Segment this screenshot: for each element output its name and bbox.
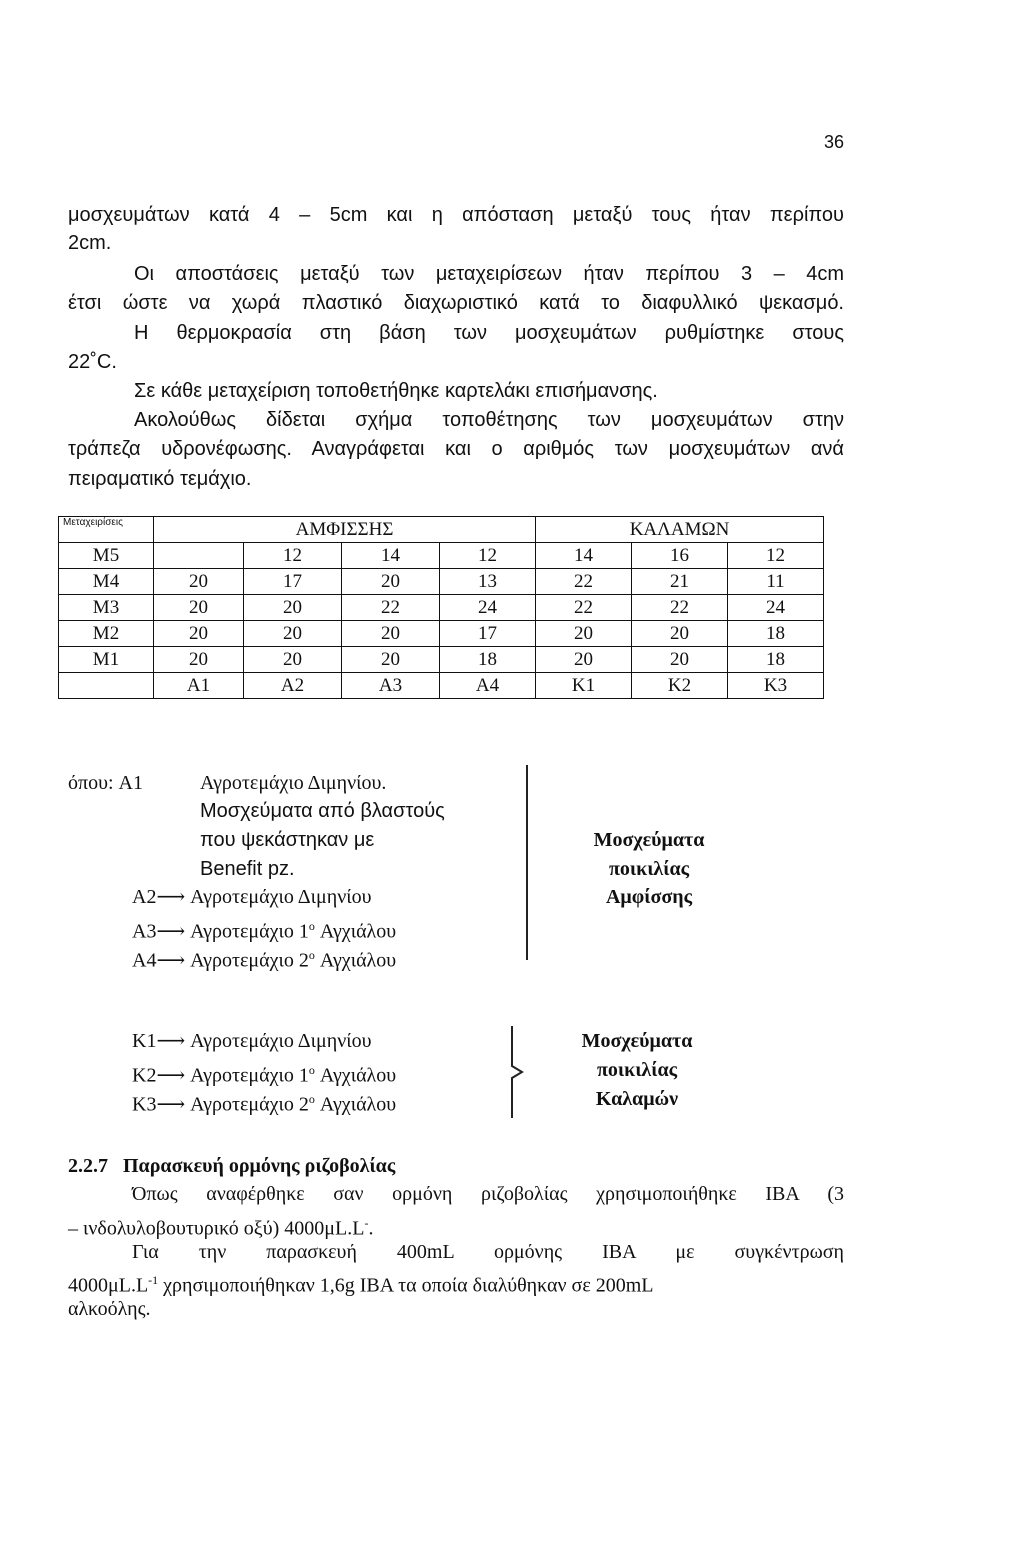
legend-where-label: όπου: A1 <box>68 772 143 794</box>
row-label: M2 <box>59 621 154 647</box>
corner-label: Μεταχειρίσεις <box>59 517 154 543</box>
legend-k3: K3⟶ Αγροτεμάχιο 2$^o$ Αγχιάλου <box>132 1092 397 1116</box>
legend-a1-line-1: Αγροτεμάχιο Διμηνίου. <box>200 772 387 794</box>
paragraph-3-line-2: 22˚C. <box>68 351 117 373</box>
section-p2-line-1: Για την παρασκευή 400mL ορμόνης IBA με συγκέντρωση <box>132 1241 844 1263</box>
table-cell: 12 <box>728 543 824 569</box>
section-p2-line-3: αλκοόλης. <box>68 1298 151 1320</box>
table-cell: 20 <box>244 621 342 647</box>
table-row <box>59 595 824 621</box>
kalamon-brace-icon <box>500 1024 530 1120</box>
page-number: 36 <box>824 132 845 152</box>
section-number: 2.2.7 <box>68 1155 108 1177</box>
row-label: M3 <box>59 595 154 621</box>
table-row <box>59 543 824 569</box>
paragraph-1-line-1: μοσχευμάτων κατά 4 – 5cm και η απόσταση μεταξύ τους ήταν περίπου <box>68 204 844 226</box>
legend-k2: K2⟶ Αγροτεμάχιο 1$^o$ Αγχιάλου <box>132 1063 397 1087</box>
legend-a4: A4⟶ Αγροτεμάχιο 2$^o$ Αγχιάλου <box>132 948 397 972</box>
table-cell: 22 <box>342 595 440 621</box>
table-cell: 11 <box>728 569 824 595</box>
table-cell: 20 <box>536 647 632 673</box>
section-p2-line-2: $4000\mu L.L^{-1}$ χρησιμοποιήθηκαν 1,6g IBA τα οποία διαλύθηκαν σε 200mL <box>68 1273 654 1297</box>
table-cell: 12 <box>440 543 536 569</box>
column-label: A2 <box>244 673 342 699</box>
column-label: A1 <box>154 673 244 699</box>
section-p1-line-2: – ινδολυλοβουτυρικό οξύ) 4000μL.L-. <box>68 1216 374 1240</box>
table-cell: 18 <box>728 647 824 673</box>
table-cell: 20 <box>342 569 440 595</box>
section-p1-line-1: Όπως αναφέρθηκε σαν ορμόνη ριζοβολίας χρησιμοποιήθηκε IBA (3 <box>132 1183 844 1205</box>
table-cell: 20 <box>154 621 244 647</box>
table-cell: 13 <box>440 569 536 595</box>
table-cell: 20 <box>154 595 244 621</box>
table-cell: 18 <box>440 647 536 673</box>
group-header-amfissa: ΑΜΦΙΣΣΗΣ <box>154 517 536 543</box>
paragraph-5-line-1: Ακολούθως δίδεται σχήμα τοποθέτησης των μοσχευμάτων στην <box>134 409 844 431</box>
table-cell: 20 <box>244 647 342 673</box>
paragraph-4: Σε κάθε μεταχείριση τοποθετήθηκε καρτελάκι επισήμανσης. <box>134 380 658 402</box>
table-cell: 17 <box>440 621 536 647</box>
table-cell: 12 <box>244 543 342 569</box>
table-cell: 22 <box>536 569 632 595</box>
table-cell: 22 <box>632 595 728 621</box>
table-cell: 20 <box>632 621 728 647</box>
paragraph-2-line-2: έτσι ώστε να χωρά πλαστικό διαχωριστικό κατά το διαφυλλικό ψεκασμό. <box>68 292 844 314</box>
table-cell: 20 <box>536 621 632 647</box>
group-header-kalamon: ΚΑΛΑΜΩΝ <box>536 517 824 543</box>
row-label: M1 <box>59 647 154 673</box>
amfissa-label-line-3: Αμφίσσης <box>605 886 692 908</box>
paragraph-2-line-1: Οι αποστάσεις μεταξύ των μεταχειρίσεων ήταν περίπου 3 – 4cm <box>134 263 844 285</box>
kalamon-label-line-3: Καλαμών <box>595 1088 679 1110</box>
table-cell: 21 <box>632 569 728 595</box>
table-cell: 14 <box>342 543 440 569</box>
legend-a1-line-2: Μοσχεύματα από βλαστούς <box>200 800 445 822</box>
legend-k1: K1⟶ Αγροτεμάχιο Διμηνίου <box>132 1030 372 1052</box>
legend-a2: A2⟶ Αγροτεμάχιο Διμηνίου <box>132 886 372 908</box>
table-header-row <box>59 517 824 543</box>
section-title: Παρασκευή ορμόνης ριζοβολίας <box>123 1155 396 1177</box>
table-cell: 20 <box>342 647 440 673</box>
table-row <box>59 569 824 595</box>
table-cell: 24 <box>440 595 536 621</box>
column-label: K3 <box>728 673 824 699</box>
table-cell: 16 <box>632 543 728 569</box>
table-cell: 14 <box>536 543 632 569</box>
column-label: A3 <box>342 673 440 699</box>
legend-divider-line <box>526 765 528 960</box>
table-cell: 18 <box>728 621 824 647</box>
row-label: M5 <box>59 543 154 569</box>
table-row <box>59 621 824 647</box>
table-cell: 20 <box>154 569 244 595</box>
amfissa-label-line-2: ποικιλίας <box>608 858 690 880</box>
amfissa-label-line-1: Μοσχεύματα <box>593 829 705 851</box>
table-footer-row <box>59 673 824 699</box>
section-heading <box>68 1153 395 1179</box>
legend-a3: A3⟶ Αγροτεμάχιο 1$^o$ Αγχιάλου <box>132 919 397 943</box>
table-cell: 20 <box>632 647 728 673</box>
column-label: K1 <box>536 673 632 699</box>
table-cell: 17 <box>244 569 342 595</box>
empty-corner-cell <box>59 673 154 699</box>
table-cell: 20 <box>244 595 342 621</box>
table-cell: 20 <box>154 647 244 673</box>
paragraph-5-line-2: τράπεζα υδρονέφωσης. Αναγράφεται και ο αριθμός των μοσχευμάτων ανά <box>68 438 844 460</box>
paragraph-3-line-1: Η θερμοκρασία στη βάση των μοσχευμάτων ρυθμίστηκε στους <box>134 322 844 344</box>
kalamon-label-line-1: Μοσχεύματα <box>581 1030 693 1052</box>
kalamon-label-line-2: ποικιλίας <box>596 1059 678 1081</box>
table-cell: 20 <box>342 621 440 647</box>
row-label: M4 <box>59 569 154 595</box>
table-cell: 24 <box>728 595 824 621</box>
cuttings-table <box>58 516 824 699</box>
column-label: A4 <box>440 673 536 699</box>
legend-a1-line-3: που ψεκάστηκαν με <box>200 829 375 851</box>
paragraph-1-line-2: 2cm. <box>68 232 112 254</box>
table-row <box>59 647 824 673</box>
column-label: K2 <box>632 673 728 699</box>
table-cell: 22 <box>536 595 632 621</box>
legend-a1-line-4: Benefit pz. <box>200 858 295 880</box>
paragraph-5-line-3: πειραματικό τεμάχιο. <box>68 468 252 490</box>
table-cell <box>154 543 244 569</box>
